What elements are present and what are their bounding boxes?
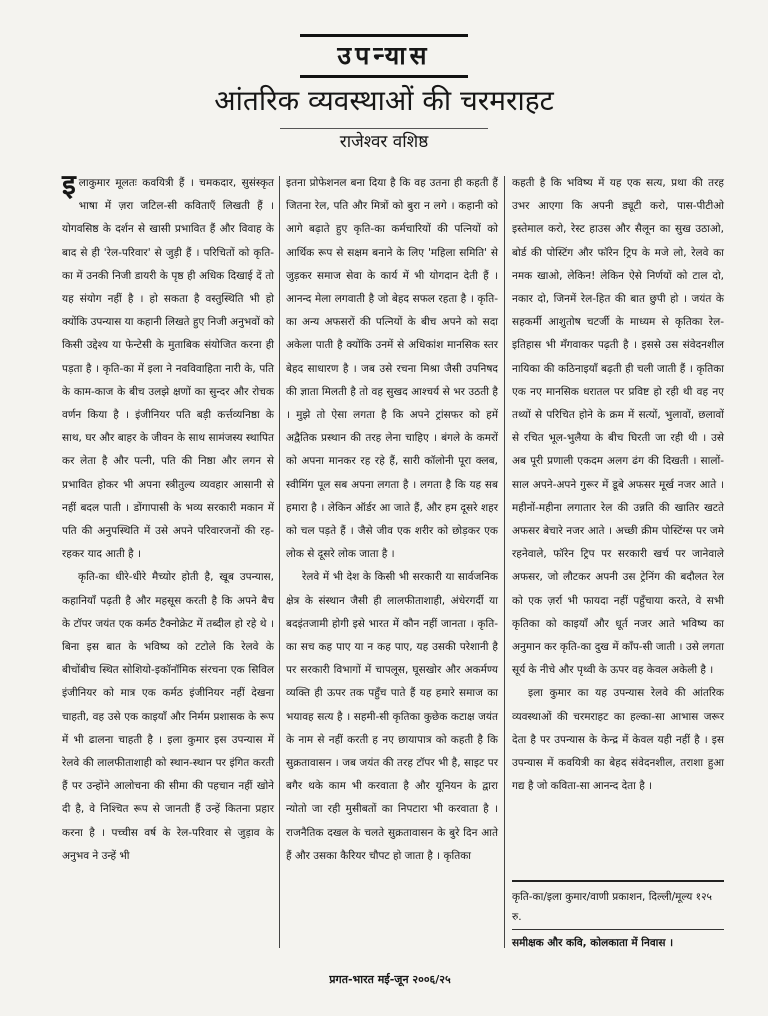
text-column-1 — [62, 168, 274, 868]
reviewer-note: समीक्षक और कवि, कोलकाता में निवास । — [512, 937, 674, 949]
book-reference: कृति-का/इला कुमार/वाणी प्रकाशन, दिल्ली/मूल्य १२५ रु. — [512, 891, 713, 923]
drop-cap: इ — [62, 168, 76, 201]
article-title: आंतरिक व्यवस्थाओं की चरमराहट — [214, 84, 554, 117]
paragraph — [62, 168, 274, 566]
paragraph: कृति-का धीरे-धीरे मैच्योर होती है, खूब उपन्यास, कहानियाँ पढ़ती है और महसूस करती है कि अपने बैच के टॉपर जयंत एक कर्मठ टैक्नोक्रेट में तब्दील हो रहे थे । बिना इस बात के भविष्य को टटोले कि रेलवे के बीचोंबीच स्थित सोशियो-इकॉनॉमिक संरचना एक सिविल इंजीनियर को मात्र एक कर्मठ इंजीनियर नहीं देखना चाहती, वह उसे एक काइयाँ और निर्मम प्रशासक के रूप में भी ढालना चाहती है । इला कुमार इस उपन्यास में रेलवे की लालफीताशाही को स्थान-स्थान पर इंगित करती हैं पर उन्होंने आलोचना की सीमा की पहचान नहीं खोने दी है, वे निश्चित रूप से जानती हैं उन्हें कितना प्रहार करना है । पच्चीस वर्ष के रेल-परिवार से जुड़ाव के अनुभव ने उन्हें भी — [62, 571, 274, 862]
column-divider — [279, 176, 280, 948]
paragraph: इला कुमार का यह उपन्यास रेलवे की आंतरिक व्यवस्थाओं की चरमराहट का हल्का-सा आभास जरूर देता है पर उपन्यास के केन्द्र में केवल यही नहीं है । इस उपन्यास में कवयित्री का बेहद संवेदनशील, तराशा हुआ गद्य है जो कविता-सा आनन्द देता है । — [512, 687, 724, 793]
text-column-2 — [286, 172, 498, 868]
book-info-box — [512, 880, 724, 953]
section-label: उपन्यास — [300, 34, 468, 78]
author-name: राजेश्वर वशिष्ठ — [280, 128, 488, 155]
text-column-3 — [512, 172, 724, 798]
paragraph: कहती है कि भविष्य में यह एक सत्य, प्रथा की तरह उभर आएगा कि अपनी ड्यूटी करो, पास-पीटीओ इस्तेमाल करो, रेस्ट हाउस और सैलून का सुख उठाओ, बोर्ड की पोस्टिंग और फॉरेन ट्रिप के मजे लो, रेलवे का नमक खाओ, लेकिन! लेकिन ऐसे निर्णयों को टाल दो, नकार दो, जिनमें रेल-हित की बात छुपी हो । जयंत के सहकर्मी आशुतोष चटर्जी के माध्यम से कृतिका रेल-इतिहास भी मँगवाकर पढ़ती है । इससे उस संवेदनशील नायिका की कठिनाइयाँ बढ़ती ही चली जाती हैं । कृतिका एक नए मानसिक धरातल पर प्रविष्ट हो रही थी वह नए तथ्यों से परिचित होने के क्रम में सत्यों, भुलावों, छलावों से रचित भूल-भुलैया के बीच घिरती जा रही थी । उसे अब पूरी प्रणाली एकदम अलग ढंग की दिखती । सालों-साल अपने-अपने गुरूर में डूबे अफसर मूर्ख नजर आते । महीनों-महीना लगातार रेल की उन्नति की खातिर खटते अफसर बेचारे नजर आते । अच्छी क्रीम पोस्टिंग्स पर जमे रहनेवाले, फॉरेन ट्रिप पर सरकारी खर्च पर जानेवाले अफसर, जो लौटकर अपनी उस ट्रेनिंग की बदौलत रेल को एक ज़र्रा भी फायदा नहीं पहुँचाया करते, वे सभी कृतिका को काइयाँ और धूर्त नजर आते भविष्य का अनुमान कर कृति-का दुख में काँप-सी जाती । उसे लगता सूर्य के नीचे और पृथ्वी के ऊपर वह केवल अकेली है । — [512, 177, 724, 677]
paragraph: रेलवे में भी देश के किसी भी सरकारी या सार्वजनिक क्षेत्र के संस्थान जैसी ही लालफीताशाही, अंधेरगर्दी या बदइंतजामी होगी इसे भारत में कौन नहीं जानता । कृति-का सच कह पाए या न कह पाए, यह उसकी परेशानी है पर सरकारी विभागों में चापलूस, घूसखोर और अकर्मण्य व्यक्ति ही ऊपर तक पहुँच पाते हैं यह हमारे समाज का भयावह सत्य है । सहमी-सी कृतिका कुछेक कटाक्ष जयंत के नाम से नहीं करती ह नए छायापात्र को कहती है कि सुक्रतावासन । जब जयंत की तरह टॉपर भी है, साइट पर बगैर थके काम भी करवाता है और यूनियन के द्वारा न्योतो जा रही मुसीबतों का निपटारा भी करवाता है । राजनैतिक दखल के चलते सुक्रतावासन के बुरे दिन आते हैं और उसका कैरियर चौपट हो जाता है । कृतिका — [286, 571, 498, 862]
paragraph-text: लाकुमार मूलतः कवयित्री हैं । चमकदार, सुसंस्कृत भाषा में ज़रा जटिल-सी कविताएँ लिखती हैं । योगवसिष्ठ के दर्शन से खासी प्रभावित हैं और विवाह के बाद से ही 'रेल-परिवार' से जुड़ी हैं । परिचितों को कृति-का में उनकी निजी डायरी के पृष्ठ ही अधिक दिखाई दें तो यह संयोग नहीं है । हो सकता है वस्तुस्थिति भी हो क्योंकि उपन्यास या कहानी लिखते हुए निजी अनुभवों को किसी उद्देश्य या फेन्टेसी के मुताबिक संयोजित करना ही पड़ता है । कृति-का में इला ने नवविवाहिता नारी के, पति के काम-काज के बीच उलझे क्षणों का सुन्दर और रोचक वर्णन किया है । इंजीनियर पति बड़ी कर्त्तव्यनिष्ठा के साथ, घर और बाहर के जीवन के साथ सामंजस्य स्थापित कर लेता है और पत्नी, पति की निष्ठा और लगन से प्रभावित होकर भी अपना स्त्रीतुल्य व्यवहार आसानी से नहीं बदल पाती । डोंगापासी के भव्य सरकारी मकान में पति की अनुपस्थिति में उसे अपने परिवारजनों की रह-रहकर याद आती है । — [62, 177, 274, 561]
page-footer: प्रगत-भारत मई-जून २००६/२५ — [329, 973, 451, 986]
column-divider — [504, 176, 505, 948]
paragraph: इतना प्रोफेशनल बना दिया है कि वह उतना ही कहती हैं जितना रेल, पति और मित्रों को बुरा न लगे । कहानी को आगे बढ़ाते हुए कृति-का कर्मचारियों की पत्नियों को आर्थिक रूप से सक्षम बनाने के लिए 'महिला समिति' से जुड़कर समाज सेवा के कार्य में भी योगदान देती हैं । आनन्द मेला लगवाती है जो बेहद सफल रहता है । कृति-का अन्य अफसरों की पत्नियों के बीच अपने को सदा अकेला पाती है क्योंकि उनमें से अधिकांश मानसिक स्तर बेहद साधारण है । जब उसे रचना मिश्रा जैसी उपनिषद की ज्ञाता मिलती है तो वह सुखद आश्चर्य से भर उठती है । मुझे तो ऐसा लगता है कि अपने ट्रांसफर को हमें अद्वैतिक प्रस्थान की तरह लेना चाहिए । बंगले के कमरों को अपना मानकर रह रहे हैं, सारी कॉलोनी पूरा क्लब, स्वीमिंग पूल सब अपना लगता है । लगता है कि यह सब हमारा है । लेकिन ऑर्डर आ जाते हैं, और हम दूसरे शहर को चल पड़ते हैं । जैसे जीव एक शरीर को छोड़कर एक लोक से दूसरे लोक जाता है । — [286, 177, 498, 561]
